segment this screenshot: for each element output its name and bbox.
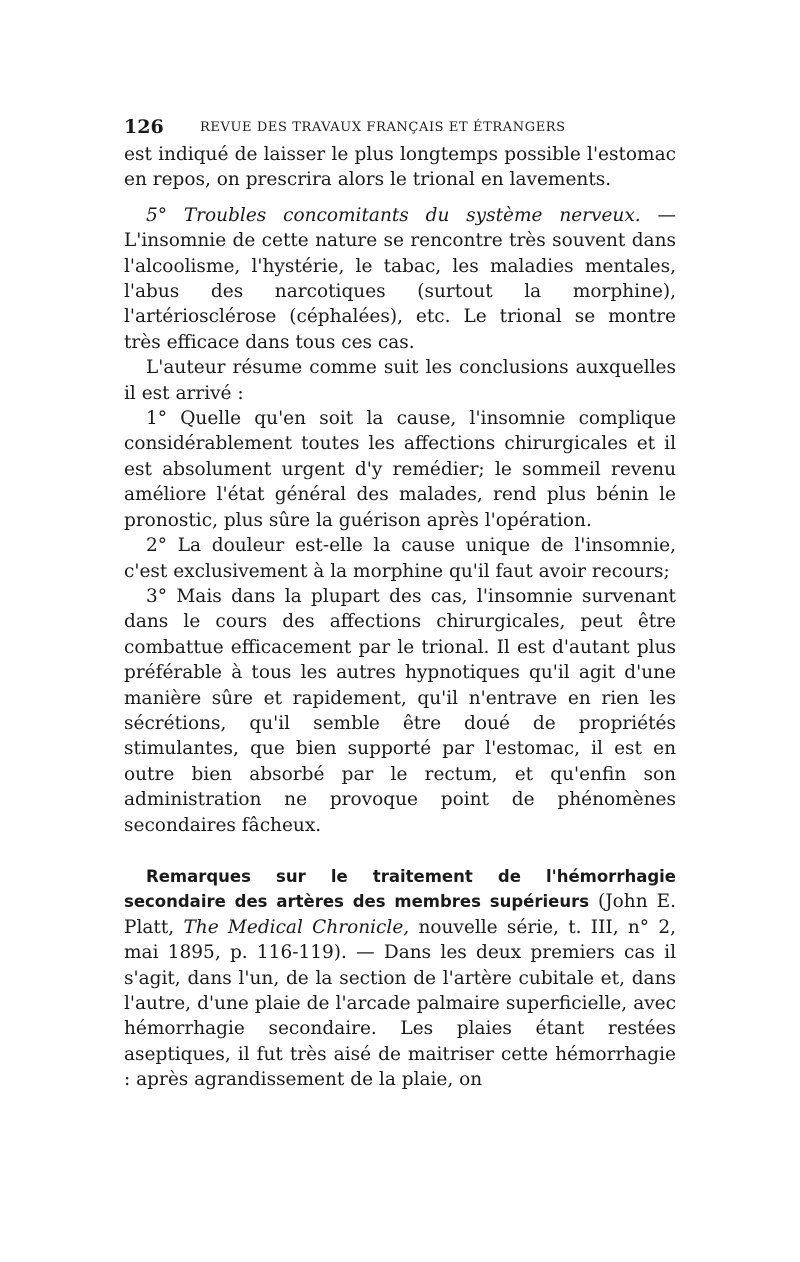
- section-heading: 5° Troubles concomitants du système nerveux.: [146, 204, 641, 226]
- spacer: [124, 193, 676, 203]
- paragraph-conclusion-1: 1° Quelle qu'en soit la cause, l'insomnie complique considérablement toutes les affections chirurgicales et il est absolument urgent d'y remédier; le sommeil revenu améliore l'état général des malades, rend plus bénin le pronostic, plus sûre la guérison après l'opération.: [124, 408, 676, 531]
- paragraph-conclusion-2: 2° La douleur est-elle la cause unique de l'insomnie, c'est exclusivement à la morphine qu'il faut avoir recours;: [124, 535, 676, 582]
- book-page: [124, 112, 676, 1093]
- article-entry: [124, 864, 676, 1093]
- page-body: [124, 142, 676, 1093]
- article-author: (John E. Platt,: [124, 891, 677, 938]
- paragraph-conclusions-intro: L'auteur résume comme suit les conclusions auxquelles il est arrivé :: [124, 357, 676, 404]
- article-citation: nouvelle série, t. III, n° 2, mai 1895, p. 116-119).: [124, 916, 676, 964]
- running-title: REVUE DES TRAVAUX FRANÇAIS ET ÉTRANGERS: [200, 120, 566, 135]
- spacer: [124, 838, 676, 864]
- article-journal: The Medical Chronicle,: [183, 916, 410, 938]
- article-title: Remarques sur le traitement de l'hémorrhagie secondaire des artères des membres supérieurs: [124, 866, 676, 912]
- paragraph-section-5: [124, 203, 676, 355]
- running-head: [124, 112, 676, 142]
- paragraph-continuation: est indiqué de laisser le plus longtemps possible l'estomac en repos, on prescrira alors le trional en lavements.: [124, 144, 676, 191]
- section-text: — L'insomnie de cette nature se rencontre très souvent dans l'alcoolisme, l'hystérie, le tabac, les maladies mentales, l'abus des narcotiques (surtout la morphine), l'artériosclérose (céphalées), etc. Le trional se montre très efficace dans tous ces cas.: [124, 204, 676, 353]
- page-number: 126: [124, 116, 164, 138]
- paragraph-conclusion-3: 3° Mais dans la plupart des cas, l'insomnie survenant dans le cours des affections chirurgicales, peut être combattue efficacement par le trional. Il est d'autant plus préférable à tous les autres hypnotiques qu'il agit d'une manière sûre et rapidement, qu'il n'entrave en rien les sécrétions, qu'il semble être doué de propriétés stimulantes, que bien supporté par l'estomac, il est en outre bien absorbé par le rectum, et qu'enfin son administration ne provoque point de phénomènes secondaires fâcheux.: [124, 585, 676, 836]
- article-text: — Dans les deux premiers cas il s'agit, dans l'un, de la section de l'artère cubitale et, dans l'autre, d'une plaie de l'arcade palmaire superficielle, avec hémorrhagie secondaire. Les plaies étant restées aseptiques, il fut très aisé de maitriser cette hémorrhagie : après agrandissement de la plaie, on: [124, 942, 676, 1091]
